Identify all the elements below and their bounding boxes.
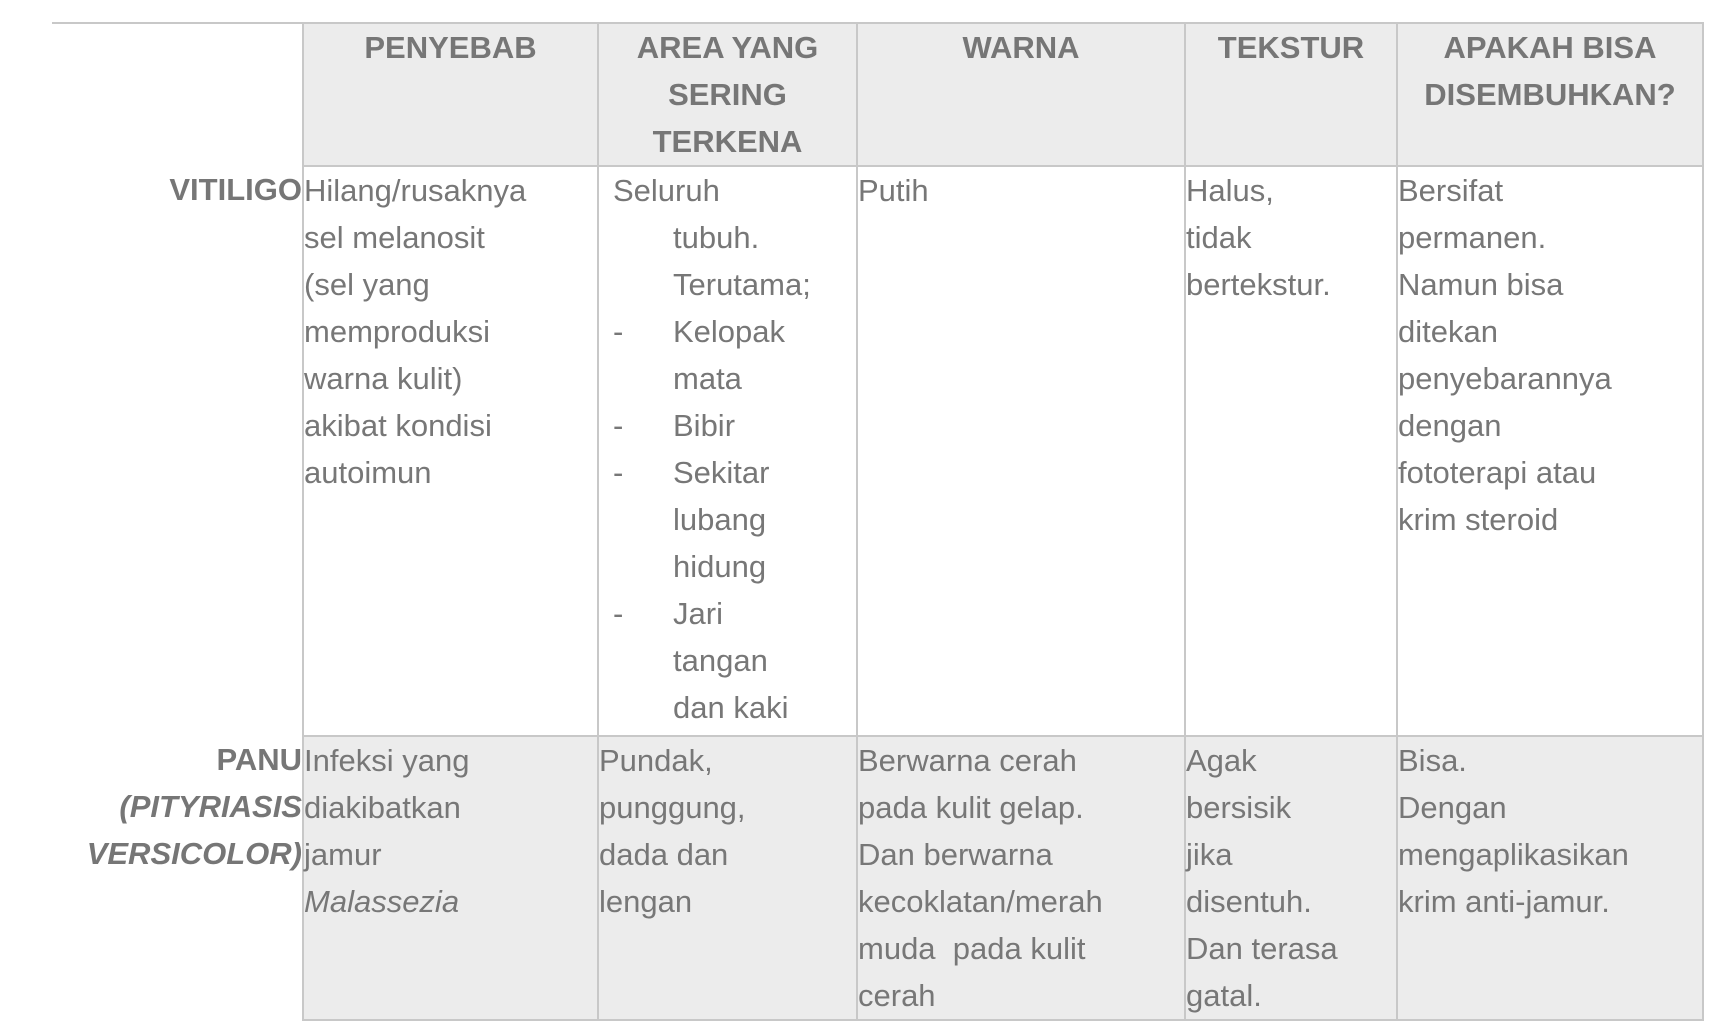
corner-cell <box>52 23 303 166</box>
header-disembuhkan: APAKAH BISA DISEMBUHKAN? <box>1397 23 1703 166</box>
cell-vitiligo-warna: Putih <box>857 166 1185 736</box>
header-row <box>52 23 1703 166</box>
table-row-panu <box>52 736 1703 1020</box>
cell-vitiligo-tekstur: Halus, tidak bertekstur. <box>1185 166 1397 736</box>
bullet-dash: - <box>613 596 624 631</box>
list-item: - Jari tangan dan kaki <box>613 590 856 731</box>
list-item: - Sekitar lubang hidung <box>613 449 856 590</box>
header-area: AREA YANG SERING TERKENA <box>598 23 857 166</box>
cell-vitiligo-disembuhkan: Bersifat permanen. Namun bisa ditekan penyebarannya dengan fototerapi atau krim steroid <box>1397 166 1703 736</box>
list-item: - Kelopak mata <box>613 308 856 402</box>
cell-vitiligo-penyebab: Hilang/rusaknya sel melanosit (sel yang memproduksi warna kulit) akibat kondisi autoimun <box>303 166 598 736</box>
header-warna: WARNA <box>857 23 1185 166</box>
row-label-vitiligo: VITILIGO <box>169 172 302 207</box>
cell-panu-tekstur: Agak bersisik jika disentuh. Dan terasa gatal. <box>1185 736 1397 1020</box>
cell-vitiligo-area: Seluruh tubuh. Terutama; - Kelopak mata - Bibir - Sekitar lubang hidung - Jari tangan dan kaki <box>598 166 857 736</box>
cell-panu-penyebab: Infeksi yang diakibatkan jamur Malassezia <box>303 736 598 1020</box>
bullet-dash: - <box>613 314 624 349</box>
header-penyebab: PENYEBAB <box>303 23 598 166</box>
bullet-dash: - <box>613 408 624 443</box>
list-item: - Bibir <box>613 402 856 449</box>
table-row-vitiligo <box>52 166 1703 736</box>
comparison-table <box>52 22 1704 1021</box>
header-tekstur: TEKSTUR <box>1185 23 1397 166</box>
cell-panu-area: Pundak, punggung, dada dan lengan <box>598 736 857 1020</box>
row-label-panu: PANU (PITYRIASIS VERSICOLOR) <box>86 742 302 871</box>
cell-panu-disembuhkan: Bisa. Dengan mengaplikasikan krim anti-jamur. <box>1397 736 1703 1020</box>
bullet-dash: - <box>613 455 624 490</box>
cell-panu-warna: Berwarna cerah pada kulit gelap. Dan berwarna kecoklatan/merah muda pada kulit cerah <box>857 736 1185 1020</box>
